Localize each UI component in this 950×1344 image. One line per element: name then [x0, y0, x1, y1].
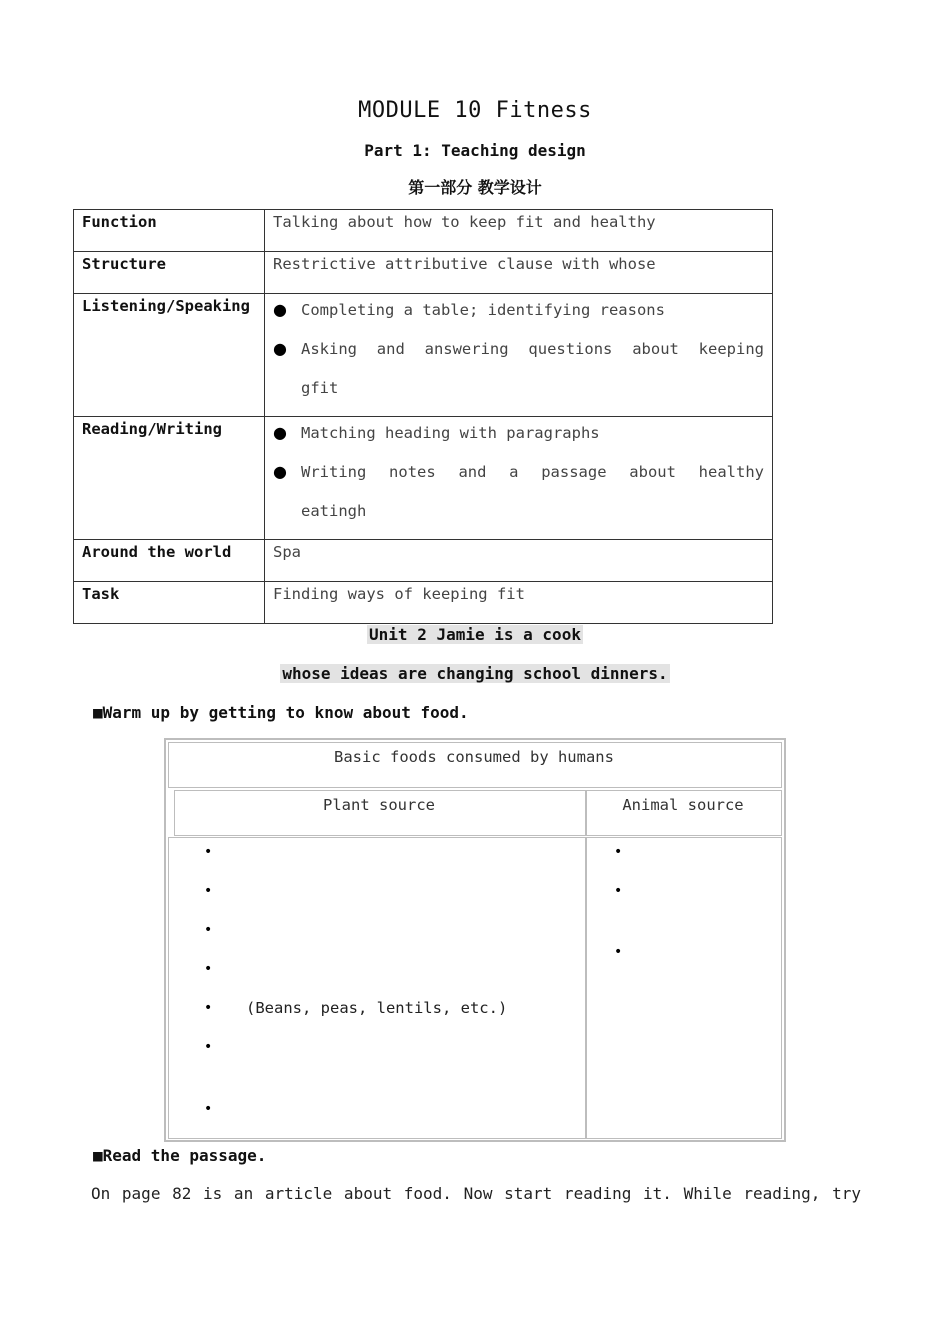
list-item: ● Completing a table; identifying reasons — [273, 300, 665, 319]
page-subtitle-chinese: 第一部分 教学设计 — [408, 178, 542, 197]
unit-heading: Unit 2 Jamie is a cook — [369, 625, 581, 644]
read-heading: ■Read the passage. — [93, 1146, 267, 1165]
table-row — [74, 252, 773, 294]
row-label: Structure — [74, 252, 265, 294]
bullet-icon: ● — [273, 339, 287, 358]
bullet-icon: ● — [273, 462, 287, 481]
row-value — [265, 294, 773, 417]
table-row — [74, 294, 773, 417]
row-label: Task — [74, 582, 265, 624]
bullet-icon: • — [204, 1000, 213, 1016]
teaching-design-table — [73, 209, 773, 624]
bullet-icon: • — [614, 883, 623, 899]
row-value — [265, 417, 773, 540]
bullet-icon: • — [204, 844, 213, 860]
table-row — [74, 540, 773, 582]
plant-source-cell — [168, 837, 586, 1139]
page-title: MODULE 10 Fitness — [358, 98, 592, 123]
list-item: ● Asking and answering questions about keeping — [273, 339, 764, 358]
plant-example-note: (Beans, peas, lentils, etc.) — [246, 999, 508, 1017]
bullet-icon: • — [204, 883, 213, 899]
bullet-icon: • — [614, 944, 623, 960]
food-table-title: Basic foods consumed by humans — [334, 748, 614, 766]
warm-up-heading: ■Warm up by getting to know about food. — [93, 703, 469, 722]
row-value: Finding ways of keeping fit — [265, 582, 773, 624]
bullet-icon: • — [204, 1039, 213, 1055]
bullet-icon: ● — [273, 423, 287, 442]
row-label: Listening/Speaking — [74, 294, 265, 417]
bullet-icon: • — [204, 961, 213, 977]
list-item-continuation: gfit — [301, 379, 339, 397]
row-label: Reading/Writing — [74, 417, 265, 540]
bullet-icon: • — [204, 922, 213, 938]
table-row — [74, 582, 773, 624]
animal-source-header: Animal source — [622, 796, 744, 814]
bullet-icon: • — [614, 844, 623, 860]
plant-source-header: Plant source — [323, 796, 435, 814]
row-label: Around the world — [74, 540, 265, 582]
body-paragraph: On page 82 is an article about food. Now start reading it. While reading, try — [91, 1184, 861, 1203]
unit-heading-continued: whose ideas are changing school dinners. — [282, 664, 668, 683]
row-value: Restrictive attributive clause with whose — [265, 252, 773, 294]
food-table — [164, 738, 786, 1142]
row-value: Talking about how to keep fit and healthy — [265, 210, 773, 252]
page-subtitle: Part 1: Teaching design — [364, 141, 586, 160]
bullet-icon: ● — [273, 300, 287, 319]
table-row — [74, 210, 773, 252]
list-item: ● Writing notes and a passage about healthy — [273, 462, 764, 481]
list-item-continuation: eatingh — [301, 502, 367, 520]
list-item: ● Matching heading with paragraphs — [273, 423, 600, 442]
row-label: Function — [74, 210, 265, 252]
row-value: Spa — [265, 540, 773, 582]
bullet-icon: • — [204, 1101, 213, 1117]
table-row — [74, 417, 773, 540]
